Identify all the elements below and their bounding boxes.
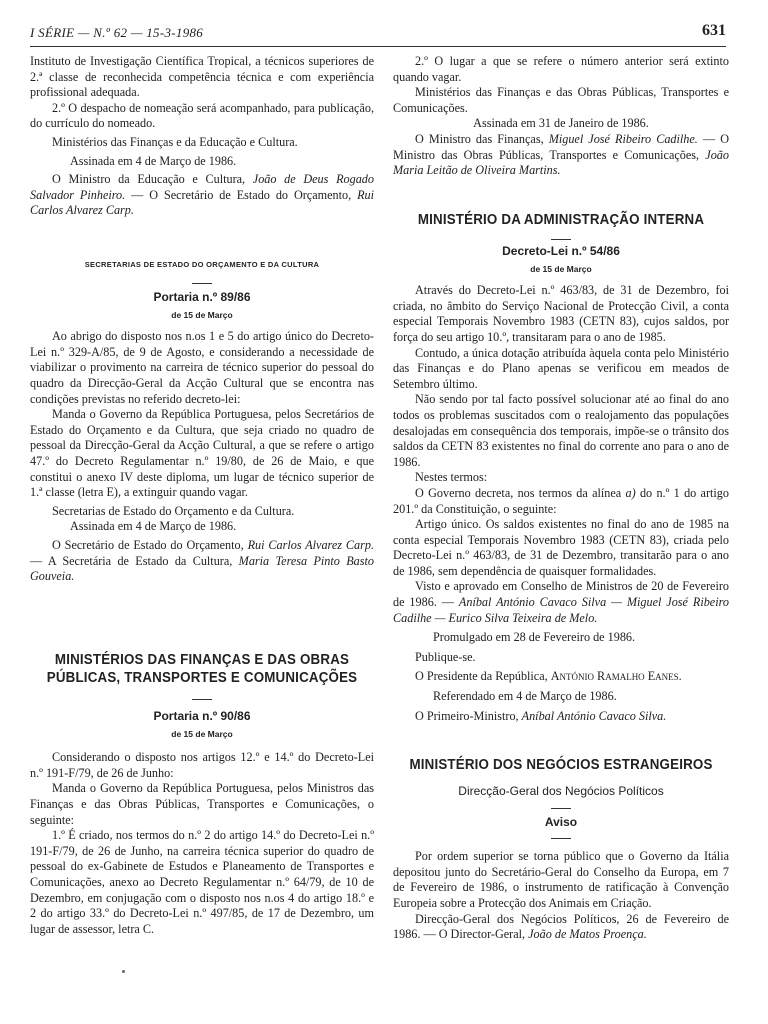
- decreto-lei-p11: Referendado em 4 de Março de 1986.: [433, 689, 617, 704]
- speck: [122, 970, 125, 973]
- divider: [192, 283, 212, 284]
- portaria-90-p3: 1.º É criado, nos termos do n.º 2 do artigo 14.º do Decreto-Lei n.º 191-F/79, de 26 de Junho, na carreira técnica superior do quadro de pessoal do ex-Gabinete de Estudos e Planeamento de Transportes e Comunicações, anexo ao Decreto Regulamentar n.º 64/79, de 10 de Dezembro, em conjugação com o disposto nos n.os 4 do artigo 18.º e 2 do artigo 33.º do Decreto-Lei n.º 497/85, de 17 de Dezembro, um lugar de assessor, letra C.: [30, 828, 374, 936]
- decreto-lei-p2: Contudo, a única dotação atribuída àquela conta pelo Ministério das Finanças e do Plano apenas se verificou em meados de Setembro último.: [393, 345, 729, 391]
- right-p3: Assinada em 31 de Janeiro de 1986.: [473, 116, 649, 131]
- portaria-89-title: Portaria n.º 89/86: [153, 290, 251, 304]
- left-p2: 2.º O despacho de nomeação será acompanhado, para publicação, do currículo do nomeado.: [30, 100, 374, 131]
- left-p5: O Ministro da Educação e Cultura, João de Deus Rogado Salvador Pinheiro. — O Secretário de Estado do Orçamento, Rui Carlos Alvarez Carp.: [30, 172, 374, 218]
- decreto-lei-p9: Publique-se.: [415, 649, 476, 664]
- divider: [551, 239, 571, 240]
- left-p3: Ministérios das Finanças e da Educação e Cultura.: [52, 134, 298, 149]
- decreto-lei-title: Decreto-Lei n.º 54/86: [502, 244, 620, 258]
- divider: [551, 838, 571, 839]
- divider: [192, 699, 212, 700]
- ministry-title-administracao: MINISTÉRIO DA ADMINISTRAÇÃO INTERNA: [417, 212, 705, 228]
- decreto-lei-p1: Através do Decreto-Lei n.º 463/83, de 31 de Dezembro, foi criada, no âmbito do Serviço Nacional de Protecção Civil, a conta especial Temporais Novembro 1983 (CETN 83), cujos saldos, por força do seu artigo 10.º, transitaram para o ano de 1985.: [393, 283, 729, 344]
- portaria-90-p1: Considerando o disposto nos artigos 12.º e 14.º do Decreto-Lei n.º 191-F/79, de 26 de Junho:: [30, 750, 374, 780]
- decreto-lei-p4: Nestes termos:: [415, 470, 488, 485]
- portaria-89-p4: Assinada em 4 de Março de 1986.: [70, 519, 237, 534]
- left-p4: Assinada em 4 de Março de 1986.: [70, 153, 237, 168]
- page-number: 631: [702, 22, 726, 39]
- decreto-lei-p6: Artigo único. Os saldos existentes no final do ano de 1985 na conta especial Temporais Novembro 1983 (CETN 83), criada pelo Decreto-Lei n.º 463/83, de 31 de Dezembro, transitarão para o ano de 1986, sem dependência de quaisquer formalidades.: [393, 517, 729, 578]
- decreto-lei-p10: O Presidente da República, António Ramalho Eanes.: [415, 669, 682, 684]
- decreto-lei-p5: O Governo decreta, nos termos da alínea a) do n.º 1 do artigo 201.º da Constituição, o seguinte:: [393, 485, 729, 516]
- series-label: I SÉRIE — N.º 62 — 15-3-1986: [30, 25, 204, 40]
- portaria-89-p1: Ao abrigo do disposto nos n.os 1 e 5 do artigo único do Decreto-Lei n.º 329-A/85, de 9 de Agosto, e considerando a necessidade de viabilizar o provimento na carreira de técnico superior do pessoal do quadro da Direcção-Geral da Acção Cultural que se encontra nas condições previstas no referido decreto-lei:: [30, 329, 374, 406]
- page-header: [30, 24, 726, 47]
- aviso-p2: Direcção-Geral dos Negócios Políticos, 26 de Fevereiro de 1986. — O Director-Geral, João de Matos Proença.: [393, 911, 729, 942]
- portaria-89-date: de 15 de Março: [171, 309, 233, 320]
- direccao-geral-subtitle: Direcção-Geral dos Negócios Políticos: [458, 784, 664, 798]
- portaria-89-p3: Secretarias de Estado do Orçamento e da Cultura.: [52, 503, 295, 518]
- right-p2: Ministérios das Finanças e das Obras Públicas, Transportes e Comunicações.: [393, 85, 729, 115]
- decreto-lei-date: de 15 de Março: [530, 263, 592, 274]
- left-p1: Instituto de Investigação Científica Tropical, a técnicos superiores de 2.ª classe de reconhecida competência técnica e com experiência profissional adequada.: [30, 54, 374, 100]
- portaria-89-p5: O Secretário de Estado do Orçamento, Rui Carlos Alvarez Carp. — A Secretária de Estado da Cultura, Maria Teresa Pinto Basto Gouveia.: [30, 537, 374, 584]
- ministry-title-negocios: MINISTÉRIO DOS NEGÓCIOS ESTRANGEIROS: [409, 757, 713, 773]
- right-p4: O Ministro das Finanças, Miguel José Ribeiro Cadilhe. — O Ministro das Obras Públicas, Transportes e Comunicações, João Maria Leitão de Oliveira Martins.: [393, 131, 729, 178]
- decreto-lei-p7: Visto e aprovado em Conselho de Ministros de 20 de Fevereiro de 1986. — Aníbal António Cavaco Silva — Miguel José Ribeiro Cadilhe — Eurico Silva Teixeira de Melo.: [393, 579, 729, 625]
- aviso-p1: Por ordem superior se torna público que o Governo da Itália depositou junto do Secretário-Geral do Conselho da Europa, em 7 de Fevereiro de 1986, o instrumento de ratificação à Convenção Europeia sobre a Protecção dos Animais em Criação.: [393, 849, 729, 910]
- aviso-title: Aviso: [544, 814, 578, 829]
- decreto-lei-p12: O Primeiro-Ministro, Aníbal António Cavaco Silva.: [415, 708, 667, 723]
- portaria-90-title: Portaria n.º 90/86: [153, 709, 251, 723]
- divider: [551, 808, 571, 809]
- portaria-90-date: de 15 de Março: [171, 728, 233, 739]
- ministry-title-financas: MINISTÉRIOS DAS FINANÇAS E DAS OBRAS PÚBLICAS, TRANSPORTES E COMUNICAÇÕES: [46, 652, 358, 686]
- decreto-lei-p3: Não sendo por tal facto possível solucionar até ao final do ano todos os problemas suscitados com o realojamento das populações desalojadas em consequência dos temporais, impõe-se o trânsito dos saldos da CETN 83 existentes no final do corrente ano para o ano de 1986.: [393, 392, 729, 469]
- portaria-89-p2: Manda o Governo da República Portuguesa, pelos Secretários de Estado do Orçamento e da Cultura, que seja criado no quadro de pessoal da Direcção-Geral da Acção Cultural, a que se refere o artigo 47.º do Decreto Regulamentar n.º 19/80, de 26 de Maio, e que constitui o anexo IV deste diploma, um lugar de técnico superior de 1.ª classe (letra E), a extinguir quando vagar.: [30, 407, 374, 500]
- section-heading: SECRETARIAS DE ESTADO DO ORÇAMENTO E DA CULTURA: [84, 260, 320, 269]
- right-p1: 2.º O lugar a que se refere o número anterior será extinto quando vagar.: [393, 54, 729, 84]
- portaria-90-p2: Manda o Governo da República Portuguesa, pelos Ministros das Finanças e das Obras Públicas, Transportes e Comunicações, o seguinte:: [30, 781, 374, 827]
- decreto-lei-p8: Promulgado em 28 de Fevereiro de 1986.: [433, 630, 636, 645]
